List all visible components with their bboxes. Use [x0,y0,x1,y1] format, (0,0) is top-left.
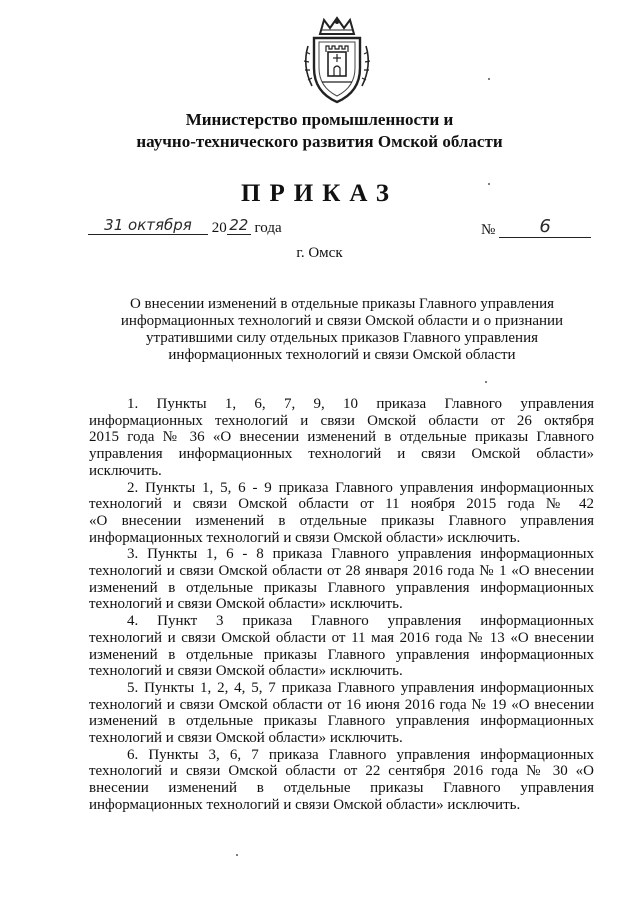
paragraph-line: 6. Пункты 3, 6, 7 приказа Главного управления информационных [127,746,594,763]
order-date-year-suffix: 22 [227,216,251,235]
subject-line: О внесении изменений в отдельные приказы Главного управления [129,296,555,312]
omsk-coat-of-arms-emblem [298,16,376,106]
paragraph-1 [89,396,594,480]
paragraph-line: технологий и связи Омской области от 28 января 2016 года № 1 «О внесении [89,563,594,580]
paragraph-line: исключить. [89,462,162,479]
order-body [89,396,594,814]
paragraph-line: информационных технологий и связи Омской области» исключить. [89,529,521,546]
paragraph-line: управления информационных технологий и связи Омской области» [89,446,594,463]
order-city: г. Омск [296,245,343,261]
paragraph-line: изменений в отдельные приказы Главного управления информационных [89,646,594,663]
paragraph-line: технологий и связи Омской области» исключить. [89,663,403,680]
subject-line: утратившими силу отдельных приказов Главного управления [145,330,538,346]
ministry-name-line-2: научно-технического развития Омской области [136,132,503,151]
order-subject [90,296,594,364]
paragraph-line: 1. Пункты 1, 6, 7, 9, 10 приказа Главного управления [127,396,594,412]
paragraph-3 [89,546,594,613]
paragraph-line: технологий и связи Омской области» исключить. [89,730,403,747]
paragraph-4 [89,613,594,680]
order-number-sign: № [481,222,496,238]
paragraph-line: «О внесении изменений в отдельные приказы Главного управления [89,512,594,529]
subject-line: информационных технологий и связи Омской области и о признании [120,313,564,329]
order-number-value: 6 [499,216,591,238]
order-date-word: года [254,220,282,236]
order-number [481,218,591,240]
paragraph-line: технологий и связи Омской области от 11 мая 2016 года № 13 «О внесении [89,629,594,646]
paragraph-line: 2. Пункты 1, 5, 6 - 9 приказа Главного управления информационных [127,479,594,496]
paragraph-2 [89,480,594,547]
paragraph-line: технологий и связи Омской области от 11 ноября 2015 года № 42 [89,496,594,513]
paragraph-line: 3. Пункты 1, 6 - 8 приказа Главного управления информационных [127,546,594,563]
paragraph-line: 2015 года № 36 «О внесении изменений в отдельные приказы Главного [89,429,594,446]
paragraph-line: информационных технологий и связи Омской области от 26 октября [89,412,594,429]
order-date-year-prefix: 20 [211,220,227,236]
document-title: ПРИКАЗ [241,180,398,207]
paragraph-line: изменений в отдельные приказы Главного управления информационных [89,713,594,730]
paragraph-line: технологий и связи Омской области» исключить. [89,596,403,613]
paragraph-line: 5. Пункты 1, 2, 4, 5, 7 приказа Главного управления информационных [127,679,594,696]
order-date-day: 31 октября [88,216,208,235]
order-date [88,218,282,237]
paragraph-line: информационных технологий и связи Омской области» исключить. [89,796,521,813]
paragraph-5 [89,680,594,747]
paragraph-line: внесении изменений в отдельные приказы Главного управления [89,780,594,797]
ministry-name-line-1: Министерство промышленности и [185,110,454,129]
ministry-name [0,109,639,153]
paragraph-line: технологий и связи Омской области от 16 июня 2016 года № 19 «О внесении [89,696,594,713]
paragraph-6 [89,747,594,814]
paragraph-line: технологий и связи Омской области от 22 сентября 2016 года № 30 «О [89,763,594,780]
paragraph-line: изменений в отдельные приказы Главного управления информационных [89,579,594,596]
subject-line: информационных технологий и связи Омской области [168,347,516,363]
paragraph-line: 4. Пункт 3 приказа Главного управления информационных [127,613,594,630]
